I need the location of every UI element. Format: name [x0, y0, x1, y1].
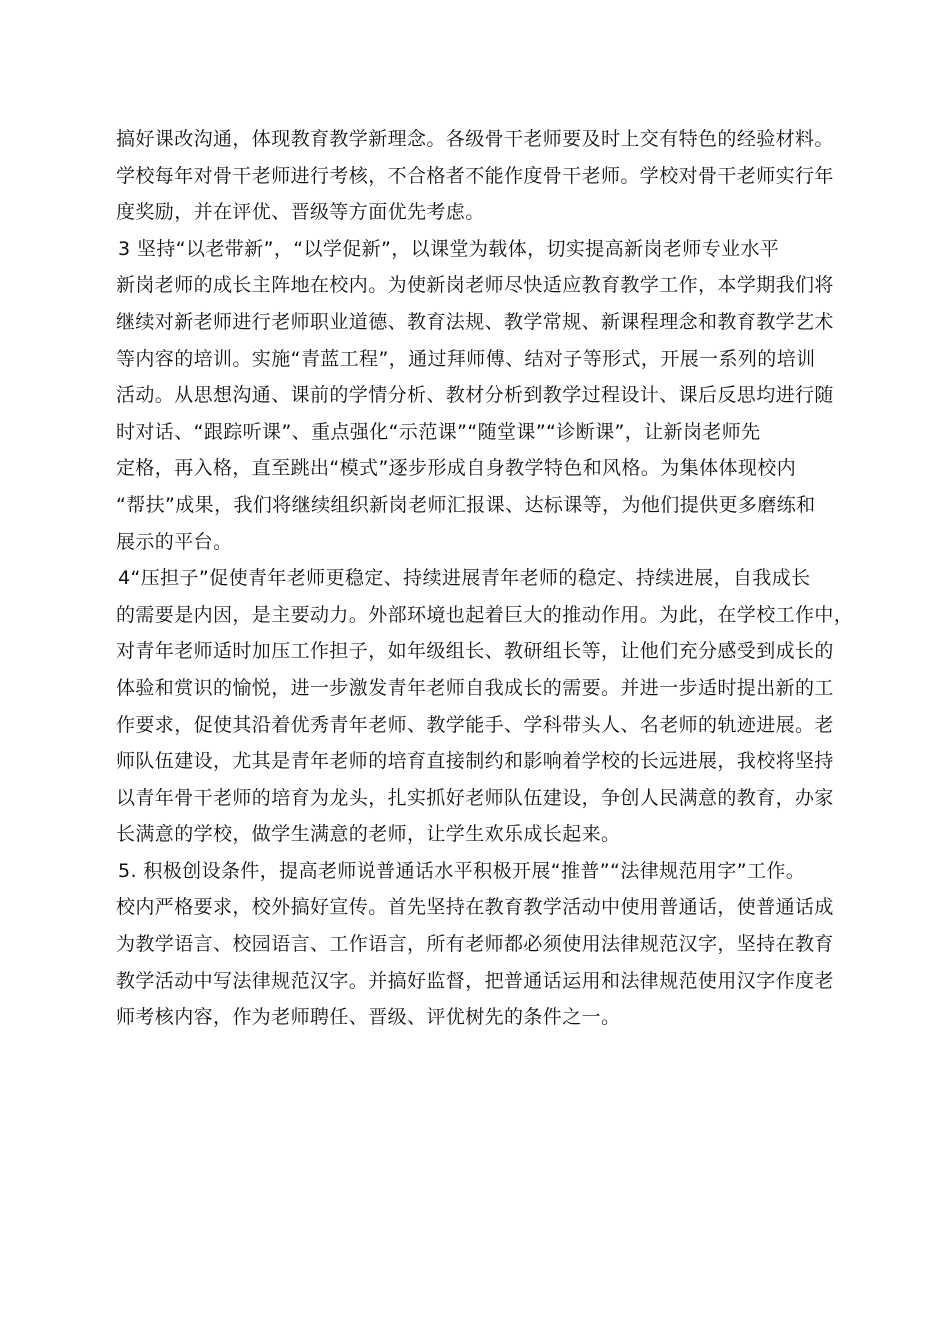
- text-line: 对青年老师适时加压工作担子，如年级组长、教研组长等，让他们充分感受到成长的: [116, 640, 834, 663]
- text-line: 时对话、“跟踪听课”、重点强化“示范课”“随堂课”“诊断课”，让新岗老师先: [116, 420, 761, 443]
- text-line: 活动。从思想沟通、课前的学情分析、教材分析到教学过程设计、课后反思均进行随: [116, 384, 834, 407]
- text-line: “帮扶”成果，我们将继续组织新岗老师汇报课、达标课等，为他们提供更多磨练和: [116, 493, 816, 516]
- section-5-heading-line: 5. 积极创设条件，提高老师说普通话水平积极开展“推普”“法律规范用字”工作。: [118, 859, 806, 882]
- section-3-heading-line: 3 坚持“以老带新”，“以学促新”，以课堂为载体，切实提高新岗老师专业水平: [118, 237, 780, 260]
- text-line: 校内严格要求，校外搞好宣传。首先坚持在教育教学活动中使用普通话，使普通话成: [116, 896, 834, 919]
- text-line: 搞好课改沟通，体现教育教学新理念。各级骨干老师要及时上交有特色的经验材料。: [116, 128, 834, 150]
- section-4-heading-line: 4“压担子”促使青年老师更稳定、持续进展青年老师的稳定、持续进展，自我成长: [118, 567, 811, 590]
- text-line: 等内容的培训。实施“青蓝工程”，通过拜师傅、结对子等形式，开展一系列的培训: [116, 347, 816, 370]
- document-body: [116, 121, 854, 1036]
- text-line: 的需要是内因，是主要动力。外部环境也起着巨大的推动作用。为此，在学校工作中，: [116, 603, 854, 626]
- text-line: 教学活动中写法律规范汉字。并搞好监督，把普通话运用和法律规范使用汉字作度老: [116, 969, 834, 992]
- text-line: 体验和赏识的愉悦，进一步激发青年老师自我成长的需要。并进一步适时提出新的工: [116, 676, 834, 699]
- text-line: 定格，再入格，直至跳出“模式”逐步形成自身教学特色和风格。为集体体现校内: [116, 457, 797, 480]
- text-line: 为教学语言、校园语言、工作语言，所有老师都必须使用法律规范汉字，坚持在教育: [116, 933, 834, 956]
- text-line: 新岗老师的成长主阵地在校内。为使新岗老师尽快适应教育教学工作，本学期我们将: [116, 274, 834, 297]
- text-line: 长满意的学校，做学生满意的老师，让学生欢乐成长起来。: [116, 823, 621, 846]
- text-line: 学校每年对骨干老师进行考核，不合格者不能作度骨干老师。学校对骨干老师实行年: [116, 164, 834, 187]
- text-line: 继续对新老师进行老师职业道德、教育法规、教学常规、新课程理念和教育教学艺术: [116, 310, 834, 333]
- text-line: 展示的平台。: [116, 530, 233, 553]
- text-line: 度奖励，并在评优、晋级等方面优先考虑。: [116, 201, 485, 224]
- text-line: 以青年骨干老师的培育为龙头，扎实抓好老师队伍建设，争创人民满意的教育，办家: [116, 786, 834, 809]
- text-line: 师考核内容，作为老师聘任、晋级、评优树先的条件之一。: [116, 1006, 621, 1029]
- text-line: 师队伍建设，尤其是青年老师的培育直接制约和影响着学校的长远进展，我校将坚持: [116, 750, 834, 773]
- text-line: 作要求，促使其沿着优秀青年老师、教学能手、学科带头人、名老师的轨迹进展。老: [116, 713, 834, 736]
